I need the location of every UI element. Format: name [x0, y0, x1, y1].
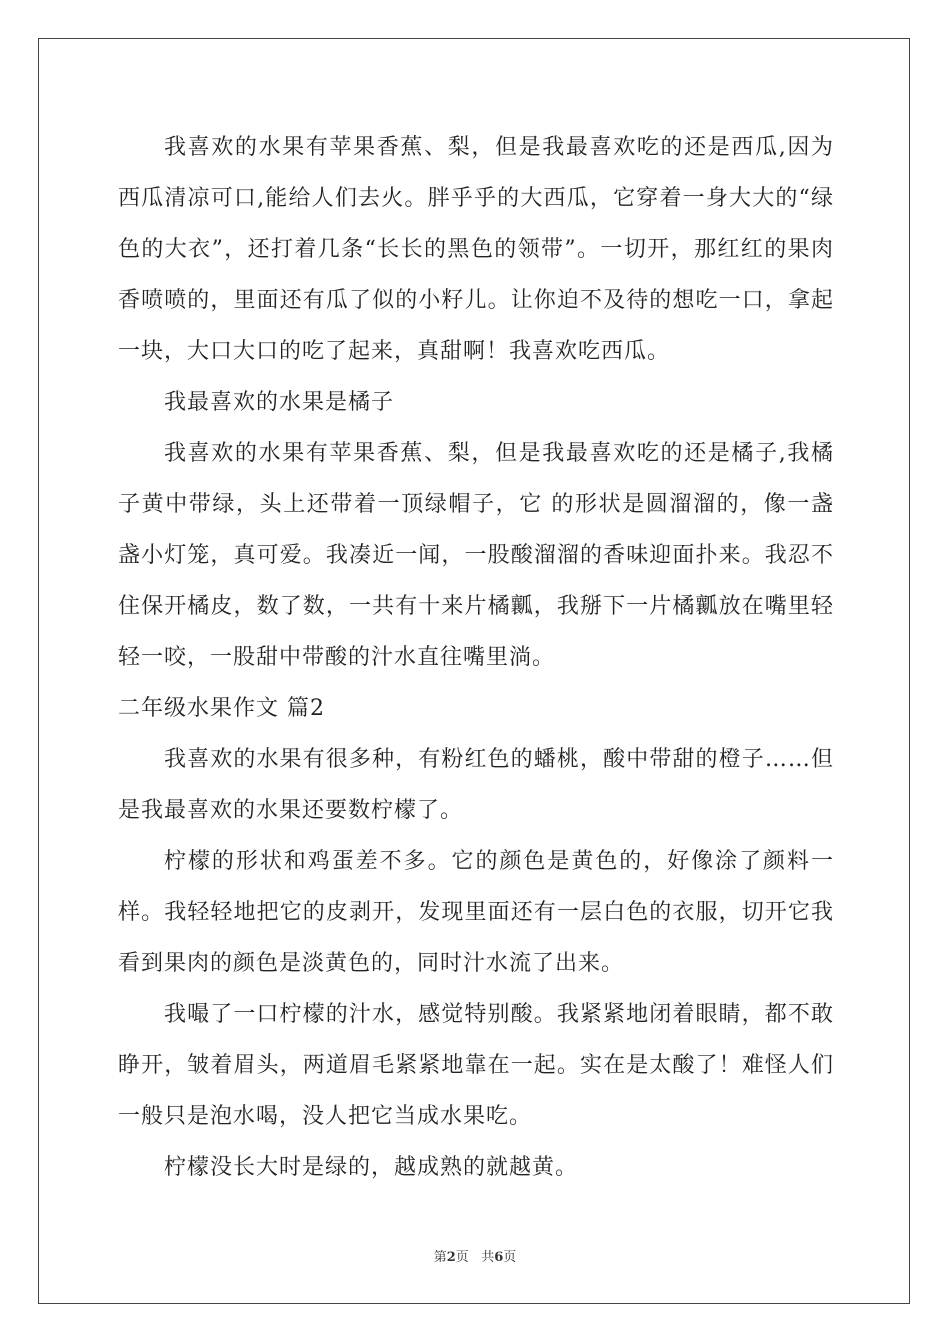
paragraph-watermelon: 我喜欢的水果有苹果香蕉、梨，但是我最喜欢吃的还是西瓜,因为西瓜清凉可口,能给人们去火。胖乎乎的大西瓜，它穿着一身大大的“绿色的大衣”，还打着几条“长长的黑色的领带”。一切开，那红红的果肉香喷喷的，里面还有瓜了似的小籽儿。让你迫不及待的想吃一口，拿起一块，大口大口的吃了起来，真甜啊！我喜欢吃西瓜。	[118, 135, 834, 364]
paragraph-lemon-taste: 我嘬了一口柠檬的汁水，感觉特别酸。我紧紧地闭着眼睛，都不敢睁开，皱着眉头，两道眉毛紧紧地靠在一起。实在是太酸了！难怪人们一般只是泡水喝，没人把它当成水果吃。	[118, 1002, 834, 1129]
paragraph-orange-heading: 我最喜欢的水果是橘子	[164, 390, 395, 415]
section-title: 二年级水果作文 篇2	[118, 696, 325, 721]
footer-total-prefix: 共	[481, 1250, 495, 1265]
paragraph-lemon-ripe: 柠檬没长大时是绿的，越成熟的就越黄。	[164, 1155, 579, 1180]
footer-page-suffix: 页	[455, 1250, 469, 1265]
paragraph-lemon-shape: 柠檬的形状和鸡蛋差不多。它的颜色是黄色的，好像涂了颜料一样。我轻轻地把它的皮剥开，发现里面还有一层白色的衣服，切开它我看到果肉的颜色是淡黄色的，同时汁水流了出来。	[118, 849, 834, 976]
page-footer	[0, 1246, 950, 1265]
footer-page-prefix: 第	[433, 1250, 447, 1265]
document-body	[118, 122, 834, 1193]
footer-total-suffix: 页	[503, 1250, 517, 1265]
footer-total-pages: 6	[494, 1250, 504, 1265]
paragraph-lemon-intro: 我喜欢的水果有很多种，有粉红色的蟠桃，酸中带甜的橙子……但是我最喜欢的水果还要数柠檬了。	[118, 747, 834, 823]
footer-page-number: 2	[446, 1250, 456, 1265]
paragraph-orange: 我喜欢的水果有苹果香蕉、梨，但是我最喜欢吃的还是橘子,我橘子黄中带绿，头上还带着一顶绿帽子，它 的形状是圆溜溜的，像一盏盏小灯笼，真可爱。我凑近一闻，一股酸溜溜的香味迎面扑来。我忍不住保开橘皮，数了数，一共有十来片橘瓤，我掰下一片橘瓤放在嘴里轻轻一咬，一股甜中带酸的汁水直往嘴里淌。	[118, 441, 834, 670]
